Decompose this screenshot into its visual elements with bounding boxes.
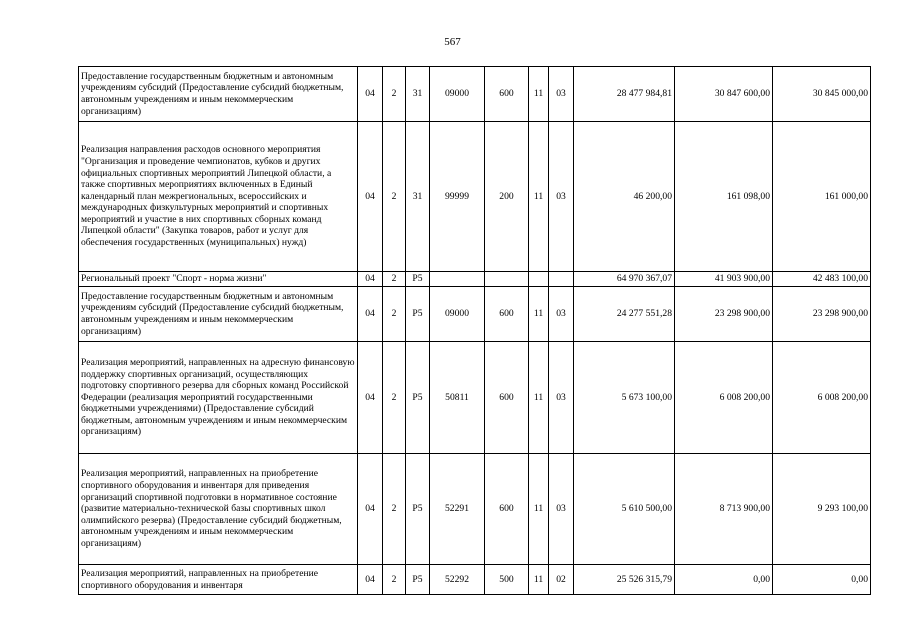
cell-c7: [549, 272, 574, 287]
cell-c3: 31: [406, 67, 430, 122]
budget-table: [78, 66, 871, 595]
cell-c1: 04: [358, 454, 383, 565]
cell-c4: 52292: [430, 565, 485, 595]
cell-c6: 11: [529, 287, 549, 342]
row-description: Предоставление государственным бюджетным и автономным учреждениям субсидий (Предоставление субсидий бюджетным, автономным учреждениям и иным некоммерческим организациям): [79, 67, 358, 122]
cell-c3: 31: [406, 122, 430, 272]
cell-c7: 03: [549, 122, 574, 272]
cell-v2: 0,00: [675, 565, 773, 595]
row-description: Реализация мероприятий, направленных на приобретение спортивного оборудования и инвентаря: [79, 565, 358, 595]
page-number: 567: [444, 36, 461, 48]
table-row: [79, 565, 871, 595]
cell-c7: 03: [549, 454, 574, 565]
row-description: Реализация направления расходов основного мероприятия "Организация и проведение чемпионатов, кубков и других официальных спортивных мероприятий Липецкой области, а также спортивных мероприятиях включенных в Единый календарный план межрегиональных, всероссийских и международных физкультурных мероприятий и спортивных мероприятий и участие в них спортивных сборных команд Липецкой области" (Закупка товаров, работ и услуг для обеспечения государственных (муниципальных) нужд): [79, 122, 358, 272]
cell-v3: 42 483 100,00: [773, 272, 871, 287]
cell-c3: P5: [406, 342, 430, 454]
row-description: Предоставление государственным бюджетным и автономным учреждениям субсидий (Предоставление субсидий бюджетным, автономным учреждениям и иным некоммерческим организациям): [79, 287, 358, 342]
cell-c4: 09000: [430, 287, 485, 342]
cell-c2: 2: [383, 67, 406, 122]
cell-c5: 600: [485, 67, 529, 122]
cell-c3: P5: [406, 565, 430, 595]
table-row: [79, 67, 871, 122]
cell-c1: 04: [358, 67, 383, 122]
cell-v3: 9 293 100,00: [773, 454, 871, 565]
row-description: Региональный проект "Спорт - норма жизни": [79, 272, 358, 287]
cell-c1: 04: [358, 122, 383, 272]
cell-c7: 02: [549, 565, 574, 595]
cell-c6: 11: [529, 122, 549, 272]
table-row: [79, 342, 871, 454]
cell-c1: 04: [358, 272, 383, 287]
cell-v1: 5 610 500,00: [574, 454, 675, 565]
cell-v2: 30 847 600,00: [675, 67, 773, 122]
cell-c5: [485, 272, 529, 287]
row-description: Реализация мероприятий, направленных на адресную финансовую поддержку спортивных организаций, осуществляющих подготовку спортивного резерва для сборных команд Российской Федерации (реализация мероприятий государственными бюджетными учреждениями) (Предоставление субсидий бюджетным, автономным учреждениям и иным некоммерческим организациям): [79, 342, 358, 454]
cell-v3: 161 000,00: [773, 122, 871, 272]
cell-c3: P5: [406, 454, 430, 565]
cell-c6: 11: [529, 565, 549, 595]
cell-c5: 200: [485, 122, 529, 272]
cell-c1: 04: [358, 342, 383, 454]
cell-c4: 09000: [430, 67, 485, 122]
cell-v3: 23 298 900,00: [773, 287, 871, 342]
cell-c6: 11: [529, 454, 549, 565]
table-row: [79, 287, 871, 342]
cell-c6: 11: [529, 342, 549, 454]
cell-c2: 2: [383, 287, 406, 342]
cell-c5: 600: [485, 454, 529, 565]
cell-c7: 03: [549, 287, 574, 342]
cell-c5: 500: [485, 565, 529, 595]
cell-v2: 23 298 900,00: [675, 287, 773, 342]
table-row: [79, 272, 871, 287]
cell-c5: 600: [485, 287, 529, 342]
cell-c7: 03: [549, 67, 574, 122]
cell-c5: 600: [485, 342, 529, 454]
cell-c2: 2: [383, 565, 406, 595]
cell-c2: 2: [383, 454, 406, 565]
cell-v3: 30 845 000,00: [773, 67, 871, 122]
cell-v2: 41 903 900,00: [675, 272, 773, 287]
cell-c6: [529, 272, 549, 287]
row-description: Реализация мероприятий, направленных на приобретение спортивного оборудования и инвентаря для приведения организаций спортивной подготовки в нормативное состояние (развитие материально-технической базы спортивных школ олимпийского резерва) (Предоставление субсидий бюджетным, автономным учреждениям и иным некоммерческим организациям): [79, 454, 358, 565]
cell-c2: 2: [383, 122, 406, 272]
cell-v1: 5 673 100,00: [574, 342, 675, 454]
cell-c4: 99999: [430, 122, 485, 272]
cell-v1: 46 200,00: [574, 122, 675, 272]
cell-c2: 2: [383, 272, 406, 287]
cell-c1: 04: [358, 565, 383, 595]
cell-c3: P5: [406, 272, 430, 287]
cell-v3: 0,00: [773, 565, 871, 595]
cell-c4: 50811: [430, 342, 485, 454]
cell-v1: 25 526 315,79: [574, 565, 675, 595]
table-row: [79, 122, 871, 272]
cell-c7: 03: [549, 342, 574, 454]
cell-v2: 8 713 900,00: [675, 454, 773, 565]
cell-v2: 161 098,00: [675, 122, 773, 272]
cell-v1: 28 477 984,81: [574, 67, 675, 122]
table-row: [79, 454, 871, 565]
cell-v2: 6 008 200,00: [675, 342, 773, 454]
cell-c4: 52291: [430, 454, 485, 565]
cell-v3: 6 008 200,00: [773, 342, 871, 454]
cell-c1: 04: [358, 287, 383, 342]
cell-v1: 24 277 551,28: [574, 287, 675, 342]
cell-c6: 11: [529, 67, 549, 122]
cell-c2: 2: [383, 342, 406, 454]
cell-c3: P5: [406, 287, 430, 342]
cell-c4: [430, 272, 485, 287]
cell-v1: 64 970 367,07: [574, 272, 675, 287]
